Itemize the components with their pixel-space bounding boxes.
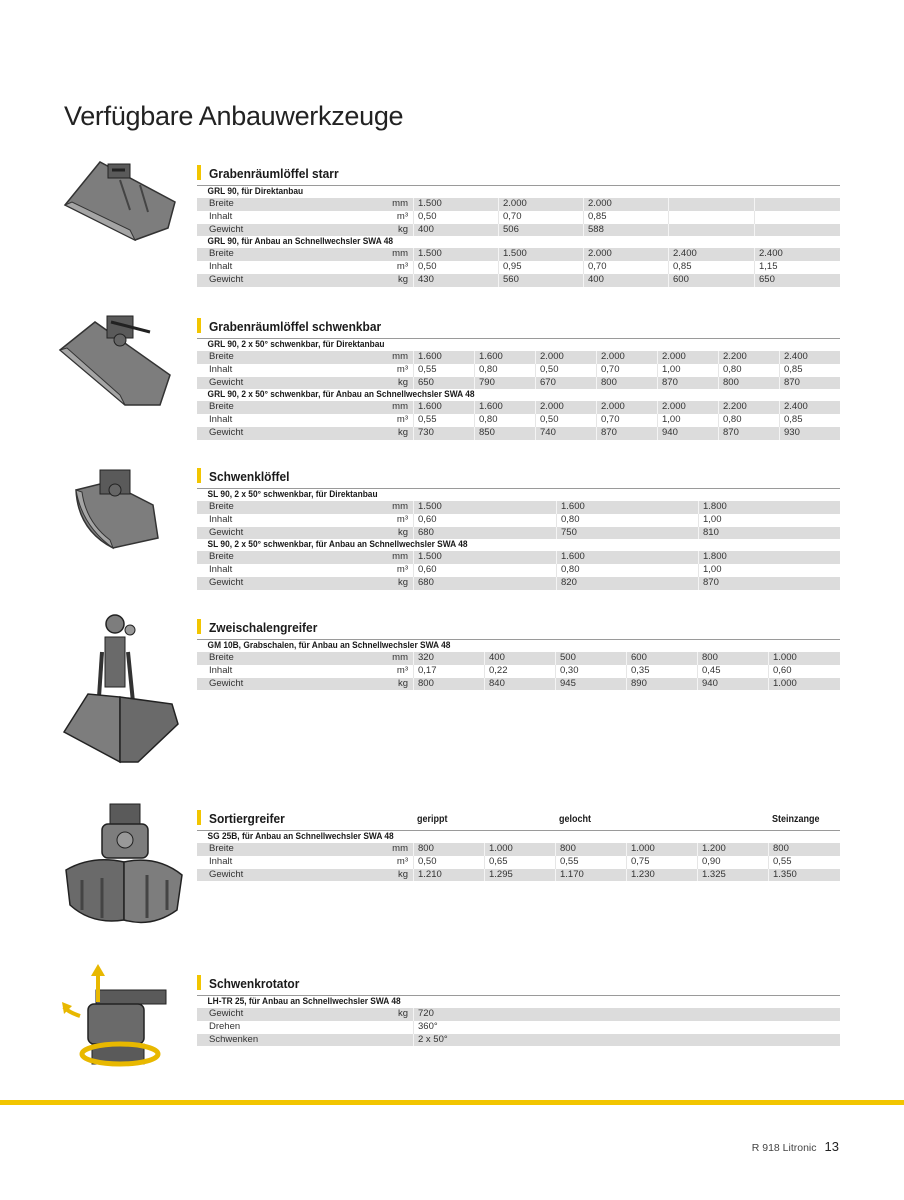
table-row: [197, 248, 840, 261]
zweischalengreifer-illustration: [60, 612, 185, 767]
table-cell: 0,80: [556, 514, 698, 527]
section-header: [197, 468, 840, 489]
table-cell: 2 x 50°: [413, 1034, 840, 1047]
table-cell: 2.400: [754, 248, 840, 261]
row-unit: m³: [396, 210, 408, 222]
row-unit: kg: [397, 223, 408, 235]
section-grabenraeumloeffel-schwenkbar: [197, 318, 840, 440]
accent-bar: [197, 165, 201, 180]
table-cell: 0,80: [718, 364, 779, 377]
table-row: [197, 274, 840, 287]
section-title: Grabenräumlöffel starr: [209, 166, 339, 181]
row-unit: mm: [392, 401, 408, 413]
group-title: GRL 90, 2 x 50° schwenkbar, für Anbau an Schnellwechsler SWA 48: [207, 389, 475, 401]
table-cell: 1.325: [697, 869, 768, 882]
table-row: [197, 198, 840, 211]
group-title: SG 25B, für Anbau an Schnellwechsler SWA 48: [207, 831, 394, 842]
table-row: [197, 364, 840, 377]
table-cell: 430: [413, 274, 498, 287]
row-label: Gewicht: [209, 426, 244, 438]
table-cell: 940: [697, 678, 768, 691]
table-cell: 560: [498, 274, 583, 287]
table-cell: 2.000: [498, 198, 583, 211]
table-cell: 800: [413, 843, 484, 856]
row-unit: kg: [397, 576, 408, 588]
table-cell: 0,60: [413, 564, 556, 577]
table-cell: 2.000: [583, 248, 668, 261]
table-cell: 650: [413, 377, 474, 390]
table-row: [197, 414, 840, 427]
table-cell: 1.600: [413, 351, 474, 364]
table-cell: 400: [583, 274, 668, 287]
table-cell: 1.350: [768, 869, 840, 882]
section-header: [197, 810, 840, 831]
section-title: Grabenräumlöffel schwenkbar: [209, 319, 382, 334]
table-cell: 870: [657, 377, 718, 390]
grabenraeumloeffel-starr-illustration: [60, 150, 185, 245]
table-cell: 0,55: [413, 364, 474, 377]
table-cell: 0,17: [413, 665, 484, 678]
table-cell: 1.600: [556, 501, 698, 514]
section-title: Zweischalengreifer: [209, 620, 318, 635]
footer-model: R 918 Litronic: [751, 1142, 817, 1154]
table-cell: 1.000: [626, 843, 697, 856]
table-cell: 0,85: [779, 414, 840, 427]
row-unit: mm: [392, 248, 408, 260]
row-label: Breite: [209, 843, 234, 854]
section-zweischalengreifer: [197, 619, 840, 690]
table-cell: 1,00: [698, 514, 840, 527]
accent-bar: [197, 318, 201, 333]
table-cell: 0,85: [779, 364, 840, 377]
table-row: [197, 856, 840, 869]
row-label: Breite: [209, 248, 234, 260]
table-cell: 1,00: [657, 364, 718, 377]
table-cell: 1,15: [754, 261, 840, 274]
accent-bar: [197, 810, 201, 825]
table-cell: 2.000: [596, 351, 657, 364]
table-cell: 0,85: [583, 211, 668, 224]
group-title: GRL 90, für Anbau an Schnellwechsler SWA 48: [207, 236, 394, 248]
table-cell: 730: [413, 427, 474, 440]
table-cell: 1.500: [413, 248, 498, 261]
row-label: Breite: [209, 198, 234, 209]
table-cell: 0,80: [474, 414, 535, 427]
row-unit: mm: [392, 198, 408, 209]
table-cell: 600: [668, 274, 754, 287]
table-cell: 810: [698, 527, 840, 540]
table-cell: 0,50: [535, 364, 596, 377]
table-cell: 790: [474, 377, 535, 390]
table-cell: 940: [657, 427, 718, 440]
footer-accent-line: [0, 1100, 904, 1105]
table-row: [197, 665, 840, 678]
table-cell: 800: [596, 377, 657, 390]
table-cell: 680: [413, 577, 556, 590]
table-cell: 0,90: [697, 856, 768, 869]
row-label: Gewicht: [209, 1008, 244, 1019]
table-cell: 930: [779, 427, 840, 440]
table-cell: 588: [583, 224, 668, 237]
column-subhead-gerippt: gerippt: [417, 814, 448, 825]
table-cell: 2.400: [668, 248, 754, 261]
table-cell: 1.170: [555, 869, 626, 882]
section-header: [197, 619, 840, 640]
table-cell: 1.500: [498, 248, 583, 261]
table-cell: 1,00: [698, 564, 840, 577]
row-label: Drehen: [209, 1020, 241, 1032]
section-title: Schwenklöffel: [209, 469, 290, 484]
row-unit: mm: [392, 351, 408, 362]
table-row: [197, 577, 840, 590]
table-row: [197, 401, 840, 414]
footer: [752, 1139, 839, 1154]
row-label: Inhalt: [209, 513, 233, 525]
table-cell: 1.200: [697, 843, 768, 856]
table-cell: 1.500: [413, 551, 556, 564]
table-cell: 820: [556, 577, 698, 590]
row-label: Inhalt: [209, 855, 233, 867]
table-cell: 1.500: [413, 501, 556, 514]
table-cell: 680: [413, 527, 556, 540]
table-cell: 750: [556, 527, 698, 540]
row-label: Gewicht: [209, 376, 244, 388]
table-cell: 1.000: [768, 652, 840, 665]
section-header: [197, 318, 840, 339]
row-label: Gewicht: [209, 576, 244, 588]
table-cell: 0,50: [413, 261, 498, 274]
table-cell: 800: [413, 678, 484, 691]
schwenkrotator-illustration: [60, 962, 180, 1077]
group-title: SL 90, 2 x 50° schwenkbar, für Direktanbau: [207, 489, 378, 500]
group-title: SL 90, 2 x 50° schwenkbar, für Anbau an Schnellwechsler SWA 48: [207, 539, 468, 551]
table-cell: 0,75: [626, 856, 697, 869]
table-row: [197, 1034, 840, 1047]
table-row: [197, 211, 840, 224]
table-cell: [754, 224, 840, 237]
table-row: [197, 514, 840, 527]
group-title: GRL 90, für Direktanbau: [207, 186, 304, 197]
table-cell: 870: [718, 427, 779, 440]
table-cell: 1.500: [413, 198, 498, 211]
table-cell: 2.000: [596, 401, 657, 414]
section-title: Schwenkrotator: [209, 976, 300, 991]
grabenraeumloeffel-schwenkbar-illustration: [55, 310, 180, 415]
table-cell: 400: [484, 652, 555, 665]
row-label: Gewicht: [209, 868, 244, 880]
sortiergreifer-illustration: [62, 800, 187, 930]
table-row: [197, 843, 840, 856]
table-row: [197, 1008, 840, 1021]
section-header: [197, 165, 840, 186]
table-row: [197, 261, 840, 274]
table-cell: 0,30: [555, 665, 626, 678]
column-subhead-gelocht: gelocht: [559, 814, 592, 825]
row-label: Inhalt: [209, 210, 233, 222]
accent-bar: [197, 619, 201, 634]
table-cell: 0,50: [413, 856, 484, 869]
table-cell: 0,70: [596, 364, 657, 377]
row-label: Gewicht: [209, 223, 244, 235]
section-schwenkrotator: [197, 975, 840, 1046]
table-cell: 1.600: [556, 551, 698, 564]
row-unit: m³: [396, 564, 408, 576]
table-cell: 600: [626, 652, 697, 665]
table-cell: 0,80: [556, 564, 698, 577]
row-label: Breite: [209, 652, 234, 663]
table-row: [197, 527, 840, 540]
table-cell: 1.210: [413, 869, 484, 882]
row-label: Inhalt: [209, 664, 233, 676]
table-cell: 1,00: [657, 414, 718, 427]
group-title: GRL 90, 2 x 50° schwenkbar, für Direktanbau: [207, 339, 385, 350]
table-cell: 2.400: [779, 351, 840, 364]
table-cell: 1.600: [474, 401, 535, 414]
row-unit: kg: [397, 273, 408, 285]
row-unit: kg: [397, 526, 408, 538]
table-cell: 500: [555, 652, 626, 665]
table-row: [197, 1021, 840, 1034]
table-cell: 0,70: [583, 261, 668, 274]
table-cell: [754, 211, 840, 224]
table-cell: 0,60: [413, 514, 556, 527]
table-cell: 0,80: [474, 364, 535, 377]
table-cell: 0,55: [555, 856, 626, 869]
row-label: Breite: [209, 351, 234, 362]
table-row: [197, 427, 840, 440]
group-title: GM 10B, Grabschalen, für Anbau an Schnellwechsler SWA 48: [207, 640, 451, 651]
row-unit: mm: [392, 501, 408, 512]
table-cell: 1.000: [484, 843, 555, 856]
row-unit: m³: [396, 261, 408, 273]
table-row: [197, 678, 840, 691]
table-cell: 400: [413, 224, 498, 237]
table-cell: 650: [754, 274, 840, 287]
table-row: [197, 564, 840, 577]
table-cell: 1.295: [484, 869, 555, 882]
table-cell: 2.000: [657, 351, 718, 364]
table-cell: 0,35: [626, 665, 697, 678]
row-unit: m³: [396, 414, 408, 426]
table-cell: 0,70: [596, 414, 657, 427]
row-label: Inhalt: [209, 261, 233, 273]
table-cell: 2.000: [583, 198, 668, 211]
table-row: [197, 351, 840, 364]
table-cell: 890: [626, 678, 697, 691]
accent-bar: [197, 975, 201, 990]
table-cell: 2.200: [718, 351, 779, 364]
section-sortiergreifer: [197, 810, 840, 881]
row-unit: m³: [396, 664, 408, 676]
table-cell: 800: [555, 843, 626, 856]
row-unit: kg: [397, 868, 408, 880]
table-cell: 0,55: [413, 414, 474, 427]
table-cell: [754, 198, 840, 211]
table-cell: [668, 198, 754, 211]
row-label: Gewicht: [209, 273, 244, 285]
table-cell: 800: [697, 652, 768, 665]
table-cell: 320: [413, 652, 484, 665]
table-cell: 1.000: [768, 678, 840, 691]
table-cell: 0,50: [413, 211, 498, 224]
table-cell: 720: [413, 1008, 840, 1021]
row-unit: mm: [392, 551, 408, 563]
row-unit: kg: [397, 426, 408, 438]
row-label: Gewicht: [209, 526, 244, 538]
table-cell: 1.800: [698, 501, 840, 514]
table-cell: 1.600: [474, 351, 535, 364]
row-label: Breite: [209, 401, 234, 413]
table-cell: 740: [535, 427, 596, 440]
row-label: Inhalt: [209, 363, 233, 375]
table-cell: 0,60: [768, 665, 840, 678]
page-number: 13: [824, 1139, 839, 1154]
row-unit: m³: [396, 513, 408, 525]
row-label: Inhalt: [209, 414, 233, 426]
schwenkloeffel-illustration: [68, 460, 168, 555]
table-cell: 360°: [413, 1021, 840, 1034]
table-row: [197, 551, 840, 564]
row-unit: mm: [392, 652, 408, 663]
row-unit: kg: [397, 1008, 408, 1019]
table-cell: 0,50: [535, 414, 596, 427]
row-label: Gewicht: [209, 677, 244, 689]
row-label: Inhalt: [209, 564, 233, 576]
table-cell: 840: [484, 678, 555, 691]
table-cell: 506: [498, 224, 583, 237]
table-cell: 0,55: [768, 856, 840, 869]
table-cell: 850: [474, 427, 535, 440]
page-title: Verfügbare Anbauwerkzeuge: [64, 101, 404, 131]
table-cell: 0,22: [484, 665, 555, 678]
table-row: [197, 869, 840, 882]
table-cell: 1.600: [413, 401, 474, 414]
table-cell: 870: [596, 427, 657, 440]
row-label: Breite: [209, 551, 234, 563]
row-label: Breite: [209, 501, 234, 512]
table-cell: 2.400: [779, 401, 840, 414]
table-cell: 800: [718, 377, 779, 390]
row-unit: kg: [397, 677, 408, 689]
table-cell: 0,80: [718, 414, 779, 427]
table-row: [197, 501, 840, 514]
accent-bar: [197, 468, 201, 483]
group-title: LH-TR 25, für Anbau an Schnellwechsler SWA 48: [207, 996, 401, 1007]
table-cell: 1.800: [698, 551, 840, 564]
table-cell: 2.200: [718, 401, 779, 414]
table-cell: [668, 211, 754, 224]
table-cell: 0,45: [697, 665, 768, 678]
section-grabenraeumloeffel-starr: [197, 165, 840, 287]
table-cell: 870: [779, 377, 840, 390]
row-label: Schwenken: [209, 1033, 259, 1045]
table-cell: 2.000: [657, 401, 718, 414]
table-cell: 1.230: [626, 869, 697, 882]
table-cell: 670: [535, 377, 596, 390]
column-subhead-steinzange: Steinzange: [772, 814, 820, 825]
table-cell: 2.000: [535, 401, 596, 414]
row-unit: m³: [396, 855, 408, 867]
table-row: [197, 377, 840, 390]
table-cell: 800: [768, 843, 840, 856]
section-schwenkloeffel: [197, 468, 840, 590]
row-unit: kg: [397, 376, 408, 388]
row-unit: mm: [392, 843, 408, 854]
table-row: [197, 224, 840, 237]
row-unit: m³: [396, 363, 408, 375]
table-cell: 0,85: [668, 261, 754, 274]
table-cell: 870: [698, 577, 840, 590]
table-row: [197, 652, 840, 665]
table-cell: 0,65: [484, 856, 555, 869]
section-title: Sortiergreifer: [209, 811, 285, 826]
table-cell: 945: [555, 678, 626, 691]
table-cell: 0,70: [498, 211, 583, 224]
section-header: [197, 975, 840, 996]
table-cell: 2.000: [535, 351, 596, 364]
table-cell: 0,95: [498, 261, 583, 274]
table-cell: [668, 224, 754, 237]
